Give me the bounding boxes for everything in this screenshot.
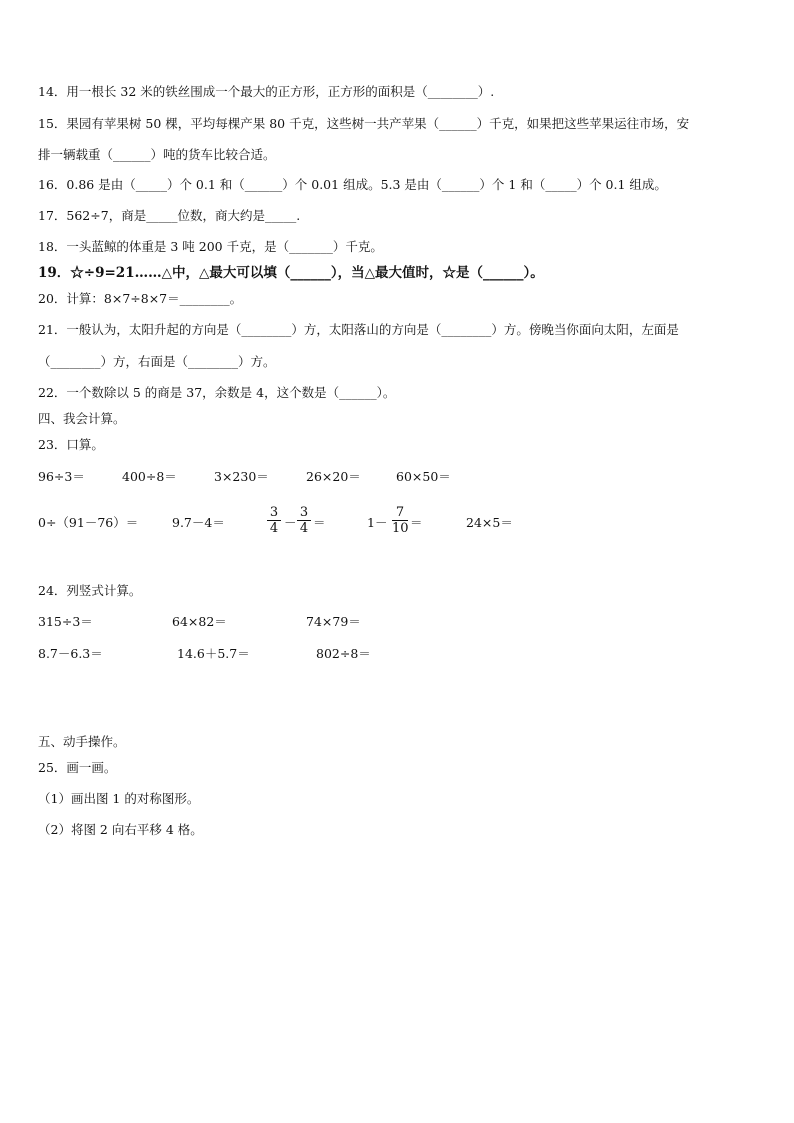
fraction-seven-tenths [392, 505, 408, 536]
question-24-title: 24．列竖式计算。 [38, 583, 142, 598]
oral-calc-1: 96÷3＝ [38, 469, 85, 484]
fraction-numerator: 3 [269, 505, 279, 520]
fraction-denominator: 4 [269, 521, 279, 536]
vertical-calc-2: 64×82＝ [172, 614, 227, 629]
fraction-denominator: 4 [299, 521, 309, 536]
fraction-denominator: 10 [392, 521, 409, 536]
oral-calc-2: 400÷8＝ [122, 469, 177, 484]
fraction-three-quarters-b [297, 505, 311, 536]
oral-calc-6: 0÷（91－76）＝ [38, 515, 139, 530]
section-4-title: 四、我会计算。 [38, 411, 126, 426]
fraction-numerator: 3 [299, 505, 309, 520]
question-14: 14．用一根长 32 米的铁丝围成一个最大的正方形，正方形的面积是（________）. [38, 84, 495, 99]
equals-sign-2: ＝ [410, 515, 423, 530]
question-22: 22．一个数除以 5 的商是 37，余数是 4，这个数是（______）。 [38, 385, 396, 400]
vertical-calc-4: 8.7－6.3＝ [38, 646, 103, 661]
question-25-title: 25．画一画。 [38, 760, 117, 775]
question-19: 19．☆÷9=21……△中，△最大可以填（______），当△最大值时，☆是（______）。 [38, 265, 544, 281]
question-23-title: 23．口算。 [38, 437, 104, 452]
question-15-line1: 15．果园有苹果树 50 棵，平均每棵产果 80 千克，这些树一共产苹果（______）千克，如果把这些苹果运往市场，安 [38, 116, 690, 131]
question-21-line2: （________）方，右面是（________）方。 [38, 354, 276, 369]
question-25-sub2: （2）将图 2 向右平移 4 格。 [38, 822, 203, 837]
question-15-line2: 排一辆载重（______）吨的货车比较合适。 [38, 147, 276, 162]
question-17: 17．562÷7，商是_____位数，商大约是_____. [38, 208, 301, 223]
vertical-calc-1: 315÷3＝ [38, 614, 93, 629]
oral-calc-4: 26×20＝ [306, 469, 361, 484]
question-18: 18．一头蓝鲸的体重是 3 吨 200 千克，是（_______）千克。 [38, 239, 383, 254]
question-21-line1: 21．一般认为，太阳升起的方向是（________）方，太阳落山的方向是（________）方。傍晚当你面向太阳，左面是 [38, 322, 679, 337]
oral-calc-3: 3×230＝ [214, 469, 269, 484]
question-16: 16．0.86 是由（_____）个 0.1 和（______）个 0.01 组成。5.3 是由（______）个 1 和（_____）个 0.1 组成。 [38, 177, 667, 192]
fraction-three-quarters-a [267, 505, 281, 536]
equals-sign: ＝ [313, 515, 326, 530]
question-25-sub1: （1）画出图 1 的对称图形。 [38, 791, 200, 806]
question-20: 20．计算：8×7÷8×7＝________。 [38, 291, 243, 306]
minus-sign: － [284, 515, 297, 530]
vertical-calc-5: 14.6＋5.7＝ [177, 646, 250, 661]
oral-calc-7: 9.7－4＝ [172, 515, 225, 530]
fraction-numerator: 7 [395, 505, 405, 520]
oral-calc-10: 24×5＝ [466, 515, 513, 530]
one-minus: 1－ [367, 515, 388, 530]
section-5-title: 五、动手操作。 [38, 734, 126, 749]
vertical-calc-6: 802÷8＝ [316, 646, 371, 661]
oral-calc-5: 60×50＝ [396, 469, 451, 484]
vertical-calc-3: 74×79＝ [306, 614, 361, 629]
